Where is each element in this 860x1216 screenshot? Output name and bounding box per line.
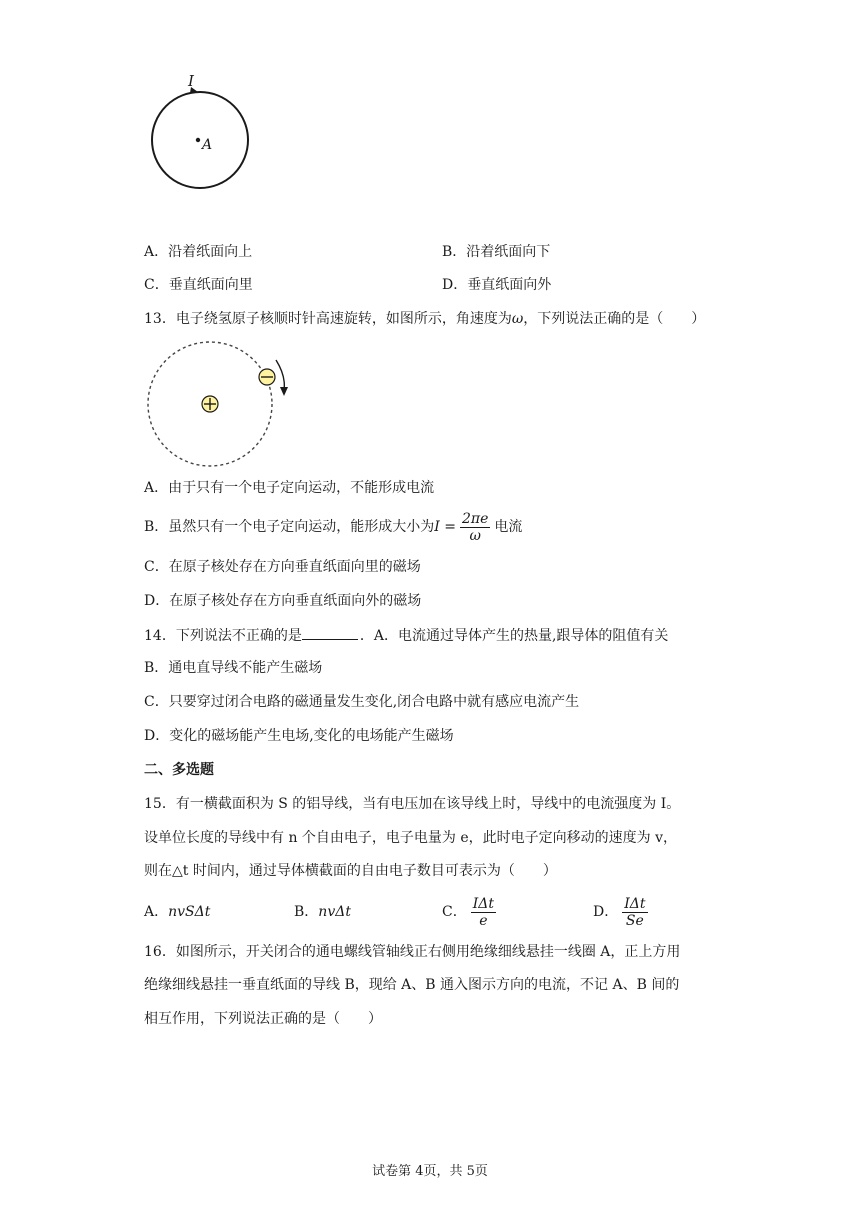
rotation-arrow (276, 360, 284, 390)
q12-option-c: C．垂直纸面向里 (144, 277, 253, 293)
q15-c-denominator: e (479, 912, 488, 929)
q14-answer-blank (302, 625, 358, 640)
q15-option-b (294, 895, 351, 929)
hydrogen-atom-figure (140, 340, 300, 475)
q13-omega: ω (511, 311, 524, 327)
q15-option-c (442, 895, 500, 929)
q12-option-b: B．沿着纸面向下 (442, 244, 551, 260)
q15-option-d (593, 895, 652, 929)
point-a-dot (196, 138, 200, 142)
current-loop-figure (140, 70, 260, 195)
q15-option-a-expr: nvSΔt (168, 904, 211, 920)
q13-b-numerator: 2πe (462, 510, 489, 527)
q15-line-3: 则在△t 时间内，通过导体横截面的自由电子数目可表示为（ ） (144, 863, 557, 879)
q15-d-denominator: Se (625, 912, 644, 929)
q15-option-b-expr: nvΔt (318, 904, 351, 920)
q16-line-1: 16．如图所示，开关闭合的通电螺线管轴线正右侧用绝缘细线悬挂一线圈 A，正上方用 (144, 944, 681, 960)
q14-option-c: C．只要穿过闭合电路的磁通量发生变化,闭合电路中就有感应电流产生 (144, 694, 580, 710)
current-label: I (188, 72, 194, 90)
q14-stem (144, 625, 668, 646)
q15-option-c-label: C． (442, 904, 467, 920)
q13-option-b-eq: I = (434, 519, 457, 535)
q13-option-b (144, 510, 522, 544)
q13-option-c: C．在原子核处存在方向垂直纸面向里的磁场 (144, 559, 421, 575)
q13-stem-post: ，下列说法正确的是（ ） (523, 311, 706, 327)
q15-option-b-label: B． (294, 904, 319, 920)
q14-stem-pre: 14．下列说法不正确的是 (144, 628, 302, 644)
q15-d-numerator: IΔt (624, 895, 646, 912)
q15-c-numerator: IΔt (472, 895, 494, 912)
q14-stem-post: ．A．电流通过导体产生的热量,跟导体的阻值有关 (359, 628, 669, 644)
point-a-label: A (202, 137, 213, 153)
q14-option-b: B．通电直导线不能产生磁场 (144, 660, 323, 676)
q15-option-d-fraction (622, 896, 647, 929)
q15-option-c-fraction (471, 896, 496, 929)
q13-option-a: A．由于只有一个电子定向运动，不能形成电流 (144, 480, 435, 496)
rotation-arrowhead (280, 387, 288, 396)
q13-option-b-pre: B．虽然只有一个电子定向运动，能形成大小为 (144, 519, 435, 535)
q16-line-3: 相互作用，下列说法正确的是（ ） (144, 1011, 382, 1027)
q12-option-a: A．沿着纸面向上 (144, 244, 253, 260)
q16-line-2: 绝缘细线悬挂一垂直纸面的导线 B，现给 A、B 通入图示方向的电流，不记 A、B 间的 (144, 977, 680, 993)
q13-option-b-post: 电流 (494, 519, 523, 535)
q15-option-d-label: D． (593, 904, 619, 920)
section-title: 二、多选题 (144, 762, 214, 778)
q15-option-a-label: A． (144, 904, 169, 920)
q15-line-2: 设单位长度的导线中有 n 个自由电子，电子电量为 e，此时电子定向移动的速度为 v， (144, 830, 678, 846)
q12-option-d: D．垂直纸面向外 (442, 277, 552, 293)
q15-option-a (144, 895, 210, 929)
q13-stem-pre: 13．电子绕氢原子核顺时针高速旋转，如图所示，角速度为 (144, 311, 512, 327)
page-footer: 试卷第 4页，共 5页 (372, 1164, 488, 1179)
q15-line-1: 15．有一横截面积为 S 的铝导线，当有电压加在该导线上时，导线中的电流强度为 I。 (144, 796, 681, 812)
q13-stem (144, 309, 705, 329)
q13-option-b-fraction (460, 511, 490, 544)
q14-option-d: D．变化的磁场能产生电场,变化的电场能产生磁场 (144, 728, 454, 744)
q13-option-d: D．在原子核处存在方向垂直纸面向外的磁场 (144, 593, 422, 609)
q13-b-denominator: ω (469, 527, 481, 544)
